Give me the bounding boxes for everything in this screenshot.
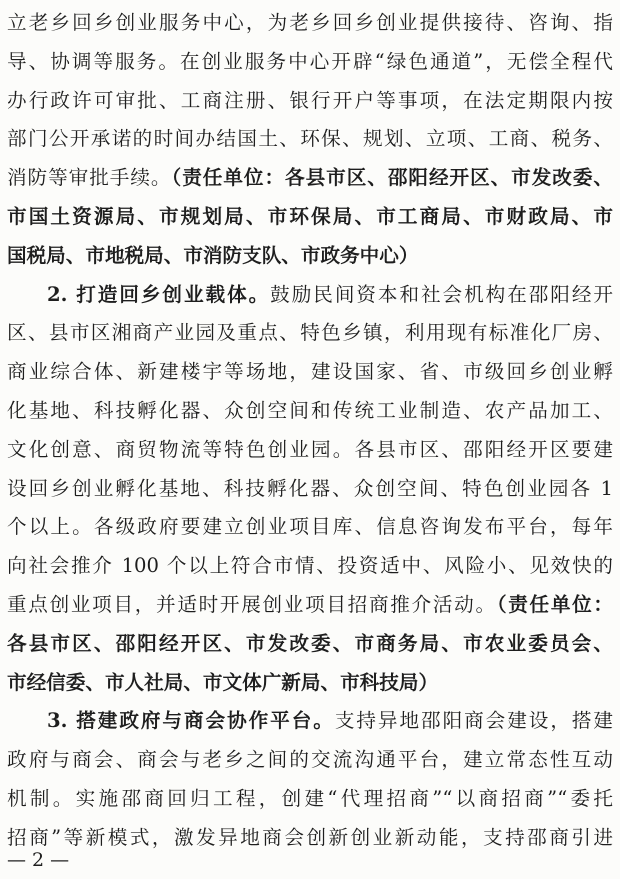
text-line [7, 741, 613, 780]
bold-text-segment: （责任单位：各县市区、邵阳经开区、市发改委、 [171, 166, 614, 190]
text-line [7, 508, 613, 547]
text-line [7, 625, 613, 664]
text-line [7, 470, 613, 509]
bold-text-segment: 国税局、市地税局、市消防支队、市政务中心） [7, 243, 419, 267]
text-segment: 文化创意、商贸物流等特色创业园。各县市区、邵阳经开区要建 [7, 437, 613, 461]
text-segment: 个以上。各级政府要建立创业项目库、信息咨询发布平台，每年 [7, 515, 613, 539]
text-line [7, 82, 613, 121]
text-line [7, 431, 613, 470]
text-segment: 鼓励民间资本和社会机构在邵阳经开 [270, 282, 613, 306]
text-line [7, 353, 613, 392]
bold-text-segment: （责任单位： [496, 592, 614, 616]
bold-text-segment: 2. 打造回乡创业载体。 [47, 282, 271, 306]
text-line [7, 237, 613, 276]
text-segment: 机制。实施邵商回归工程，创建“代理招商”“以商招商”“委托 [7, 786, 613, 810]
text-segment: 消防等审批手续。 [7, 166, 172, 190]
text-line [7, 547, 613, 586]
bold-text-segment: 市国土资源局、市规划局、市环保局、市工商局、市财政局、市 [7, 204, 613, 228]
text-line [7, 664, 613, 703]
text-line [7, 392, 613, 431]
text-segment: 招商”等新模式，激发异地商会创新创业新动能，支持邵商引进 [7, 825, 613, 849]
bold-text-segment: 3. 搭建政府与商会协作平台。 [47, 709, 335, 733]
page-number: — 2 — [7, 849, 70, 871]
text-segment: 政府与商会、商会与老乡之间的交流沟通平台，建立常态性互动 [7, 748, 613, 772]
text-segment: 区、县市区湘商产业园及重点、特色乡镇，利用现有标准化厂房、 [7, 321, 613, 345]
text-line [7, 159, 613, 198]
text-line [7, 780, 613, 819]
text-line [7, 702, 613, 741]
document-body [7, 4, 613, 858]
text-line [7, 4, 613, 43]
bold-text-segment: 市经信委、市人社局、市文体广新局、市科技局） [7, 670, 439, 694]
text-segment: 设回乡创业孵化基地、科技孵化器、众创空间、特色创业园各 1 [7, 476, 613, 500]
text-segment: 支持异地邵阳商会建设，搭建 [334, 709, 614, 733]
text-segment: 部门公开承诺的时间办结国土、环保、规划、立项、工商、税务、 [7, 127, 613, 151]
text-line [7, 314, 613, 353]
text-line [7, 120, 613, 159]
text-line [7, 43, 613, 82]
text-segment: 办行政许可审批、工商注册、银行开户等事项，在法定期限内按 [7, 88, 613, 112]
text-segment: 重点创业项目，并适时开展创业项目招商推介活动。 [7, 592, 497, 616]
text-line [7, 198, 613, 237]
text-segment: 立老乡回乡创业服务中心，为老乡回乡创业提供接待、咨询、指 [7, 11, 613, 34]
text-segment: 商业综合体、新建楼宇等场地，建设国家、省、市级回乡创业孵 [7, 360, 613, 384]
text-segment: 化基地、科技孵化器、众创空间和传统工业制造、农产品加工、 [7, 398, 613, 422]
text-line [7, 586, 613, 625]
bold-text-segment: 各县市区、邵阳经开区、市发改委、市商务局、市农业委员会、 [7, 631, 613, 655]
text-segment: 导、协调等服务。在创业服务中心开辟“绿色通道”，无偿全程代 [7, 49, 613, 73]
text-segment: 向社会推介 100 个以上符合市情、投资适中、风险小、见效快的 [7, 554, 613, 578]
text-line [7, 819, 613, 858]
text-line [7, 276, 613, 315]
